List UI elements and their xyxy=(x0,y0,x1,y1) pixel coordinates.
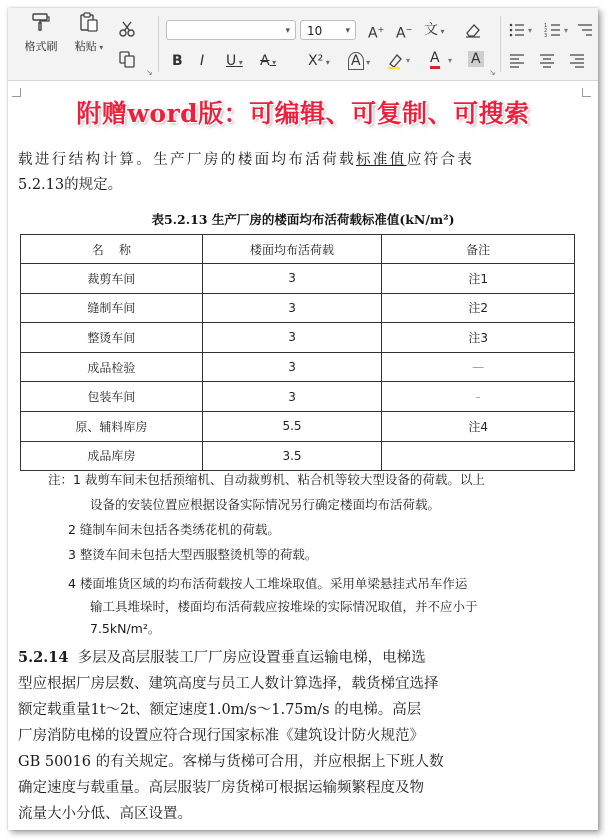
font-size-value: 10 xyxy=(307,24,323,38)
cell-remark xyxy=(382,441,575,471)
bullet-list-icon[interactable] xyxy=(508,21,526,39)
multilevel-list-icon[interactable] xyxy=(576,21,594,39)
cell-name: 成品库房 xyxy=(21,441,203,471)
column-header-remark: 备注 xyxy=(382,235,575,264)
svg-text:1: 1 xyxy=(544,23,548,29)
font-color-button[interactable]: A xyxy=(430,50,440,69)
paste-clipboard-icon xyxy=(78,12,100,32)
note-3: 3 整烫车间未包括大型西服整烫机等的荷载。 xyxy=(68,547,318,562)
cell-remark: 注2 xyxy=(382,293,575,323)
table-row xyxy=(21,411,575,441)
section-line-2: 型应根据厂房层数、建筑高度与员工人数计算选择，载货梯宜选择 xyxy=(18,676,439,692)
note-1-cont: 设备的安装位置应根据设备实际情况另行确定楼面均布活荷载。 xyxy=(90,497,441,512)
cell-remark: 注1 xyxy=(382,264,575,294)
text-effects-button[interactable]: A ▾ xyxy=(348,52,370,72)
character-shading-button[interactable]: A xyxy=(468,51,484,67)
formatting-toolbar xyxy=(8,8,598,81)
table-row xyxy=(21,441,575,471)
chevron-down-icon: ▾ xyxy=(285,26,290,36)
table-header-row xyxy=(21,235,575,264)
clear-format-eraser-icon[interactable] xyxy=(464,21,482,39)
cell-load: 3 xyxy=(202,382,382,412)
grow-font-icon[interactable]: A+ xyxy=(368,25,385,42)
cell-name: 整烫车间 xyxy=(21,323,203,353)
cell-remark: 注4 xyxy=(382,411,575,441)
font-size-select[interactable] xyxy=(300,20,356,40)
section-line-4: 厂房消防电梯的设置应符合现行国家标准《建筑设计防火规范》 xyxy=(18,728,424,744)
note-4-cont-2: 7.5kN/m²。 xyxy=(90,621,161,636)
cell-remark: — xyxy=(382,352,575,382)
format-painter-button[interactable]: 格式刷 xyxy=(18,12,64,54)
table-row xyxy=(21,352,575,382)
column-header-load: 楼面均布活荷载 xyxy=(202,235,382,264)
strikethrough-button[interactable]: A ▾ xyxy=(260,53,277,69)
copy-icon[interactable] xyxy=(118,50,136,68)
table-caption: 表5.2.13 生产厂房的楼面均布活荷载标准值(kN/m²) xyxy=(151,212,455,227)
section-line-6: 确定速度与载重量。高层服装厂房货梯可根据运输频繁程度及物 xyxy=(18,780,424,796)
note-2: 2 缝制车间未包括各类绣花机的荷载。 xyxy=(68,522,280,537)
cell-load: 3 xyxy=(202,264,382,294)
cell-load: 3.5 xyxy=(202,441,382,471)
font-name-select[interactable] xyxy=(166,20,296,40)
cell-remark: - xyxy=(382,382,575,412)
format-painter-icon xyxy=(30,12,52,32)
cell-name: 包装车间 xyxy=(21,382,203,412)
cell-remark: 注3 xyxy=(382,323,575,353)
cut-scissors-icon[interactable] xyxy=(118,20,136,38)
paste-button[interactable]: 粘贴 ▾ xyxy=(66,12,112,54)
svg-text:2: 2 xyxy=(544,28,548,34)
cell-load: 3 xyxy=(202,323,382,353)
phonetic-guide-button[interactable]: 文 ▾ xyxy=(424,22,445,38)
cell-name: 成品检验 xyxy=(21,352,203,382)
column-header-name: 名 称 xyxy=(21,235,203,264)
chevron-down-icon[interactable]: ▾ xyxy=(528,26,533,35)
cell-name: 缝制车间 xyxy=(21,293,203,323)
section-number: 5.2.14 xyxy=(18,649,69,666)
note-4-cont: 输工具堆垛时，楼面均布活荷载应按堆垛的实际情况取值，并不应小于 xyxy=(90,599,478,614)
intro-line-2: 5.2.13的规定。 xyxy=(18,177,123,193)
table-row xyxy=(21,293,575,323)
bold-button[interactable]: B xyxy=(172,53,183,69)
toolbar-separator xyxy=(500,16,501,72)
table-row xyxy=(21,264,575,294)
note-4: 4 楼面堆货区域的均布活荷载按人工堆垛取值。采用单梁悬挂式吊车作运 xyxy=(68,576,468,591)
font-launcher-icon[interactable]: ↘ xyxy=(489,68,496,77)
note-1: 注：1 裁剪车间未包括预缩机、自动裁剪机、粘合机等较大型设备的荷载。以上 xyxy=(48,472,485,487)
underline-button[interactable]: U ▾ xyxy=(226,53,243,69)
superscript-button[interactable]: X² ▾ xyxy=(308,53,330,69)
section-line-3: 额定载重量1t～2t、额定速度1.0m/s～1.75m/s 的电梯。高层 xyxy=(18,702,422,718)
document-window xyxy=(8,8,598,830)
table-row xyxy=(21,323,575,353)
chevron-down-icon[interactable]: ▾ xyxy=(564,26,569,35)
chevron-down-icon: ▾ xyxy=(345,26,350,36)
cell-name: 裁剪车间 xyxy=(21,264,203,294)
load-table xyxy=(20,234,575,471)
intro-line-1: 载进行结构计算。生产厂房的楼面均布活荷载标准值应符合表 xyxy=(18,152,475,168)
section-line-1: 5.2.14 多层及高层服装工厂厂房应设置垂直运输电梯，电梯选 xyxy=(18,649,426,666)
shrink-font-icon[interactable]: A− xyxy=(396,25,413,42)
section-line-7: 流量大小分低、高区设置。 xyxy=(18,806,192,822)
highlighter-icon[interactable] xyxy=(386,52,404,70)
align-center-icon[interactable] xyxy=(538,52,556,70)
cell-name: 原、辅料库房 xyxy=(21,411,203,441)
toolbar-separator xyxy=(158,16,159,72)
numbered-list-icon[interactable] xyxy=(544,21,562,39)
clipboard-launcher-icon[interactable]: ↘ xyxy=(146,68,153,77)
italic-button[interactable]: I xyxy=(200,53,205,69)
cell-load: 5.5 xyxy=(202,411,382,441)
cell-load: 3 xyxy=(202,293,382,323)
align-right-icon[interactable] xyxy=(568,52,586,70)
chevron-down-icon[interactable]: ▾ xyxy=(448,56,453,65)
section-line-5: GB 50016 的有关规定。客梯与货梯可合用，并应根据上下班人数 xyxy=(18,754,444,770)
cell-load: 3 xyxy=(202,352,382,382)
promo-banner: 附赠word版：可编辑、可复制、可搜索 xyxy=(76,99,530,128)
chevron-down-icon[interactable]: ▾ xyxy=(406,56,411,65)
table-row xyxy=(21,382,575,412)
align-left-icon[interactable] xyxy=(508,52,526,70)
svg-text:3: 3 xyxy=(544,33,548,39)
